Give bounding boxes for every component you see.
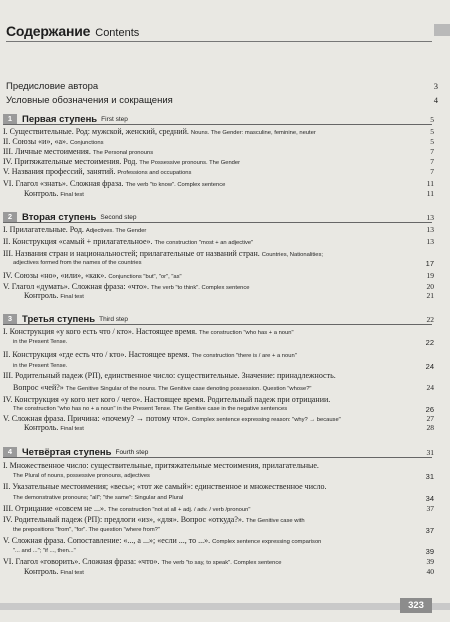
step-number-badge: 4 [3,447,17,457]
entry-roman-numeral: III. [3,504,13,513]
entry-text-ru: Конструкция «где есть что / кто». Настоящее время. [12,350,190,359]
step-title-ru: Четвёртая ступень [22,446,112,458]
entry-text-ru: Притяжательные местоимения. Род. [14,157,138,166]
entry-text-en: The Possessive pronouns. The Gender [139,160,241,166]
entry-text-en: Final test [60,426,84,432]
toc-entry[interactable] [3,482,418,491]
toc-entry-continuation[interactable] [13,547,434,556]
page-ref: 17 [425,259,434,268]
toc-entry-continuation[interactable] [13,472,434,481]
entry-text-ru: Глагол «думать». Сложная фраза: «что». [11,282,149,291]
toc-entry-continuation[interactable] [13,494,434,503]
toc-entry-final-test[interactable] [24,189,434,200]
toc-entry[interactable] [3,225,434,236]
toc-entry-continuation[interactable] [13,338,434,347]
entry-text-en: The construction "who has + a noun" [199,330,294,336]
entry-roman-numeral: VI. [3,179,14,188]
toc-entry-final-test[interactable] [24,567,434,578]
entry-roman-numeral: V. [3,414,10,423]
step-number-badge: 2 [3,212,17,222]
preface-item[interactable] [6,95,438,106]
entry-text-en: The Plural of nouns, possessive pronouns, adjectives [13,473,150,479]
entry-roman-numeral: II. [3,350,11,359]
entry-text-en: Final test [60,570,84,576]
entry-text-en: Nouns. The Gender: masculine, feminine, neuter [190,130,316,136]
footer-bar [0,603,450,610]
page-ref: 3 [433,81,438,91]
toc-entry-continuation[interactable] [13,526,434,535]
preface-item-text: Предисловие автора [6,81,99,92]
page-ref: 13 [426,237,434,246]
entry-text-ru: Указательные местоимения; «весь»; «тот же самый»: единственное и множественное число. [12,482,327,491]
preface-item-text: Условные обозначения и сокращения [6,95,173,106]
page-ref: 19 [426,271,434,280]
entry-text-en: Conjunctions [70,140,104,146]
page-ref: 5 [430,137,434,146]
entry-text-en: Conjunctions "but", "or", "as" [108,274,182,280]
entry-text-ru: Глагол «говорить». Сложная фраза: «что». [15,557,160,566]
entry-text-ru: Названия стран и национальностей; прилагательные от названий стран. [15,249,260,258]
page-ref: 20 [426,282,434,291]
page-ref: 39 [426,557,434,566]
entry-text-ru: Контроль. [24,567,59,576]
entry-text-en: Adjectives. The Gender [85,228,147,234]
page-ref: 28 [426,423,434,432]
step-title-ru: Первая ступень [22,113,98,125]
toc-entry[interactable] [3,327,418,338]
page-ref: 13 [426,212,434,222]
page-ref: 39 [425,547,434,556]
entry-text-en: Professions and occupations [117,170,192,176]
toc-entry[interactable] [3,536,418,547]
page-ref: 31 [426,447,434,457]
entry-text-ru: Отрицание «совсем не ...». [15,504,106,513]
entry-text-en: The verb "to know". Complex sentence [125,182,226,188]
entry-text-en: The construction "not at all + adj. / adv. / verb /pronoun" [107,507,251,513]
title-en: Contents [95,27,140,39]
toc-entry[interactable] [3,167,434,178]
entry-text-ru: Союзы «и», «а». [12,137,69,146]
page-ref: 13 [426,225,434,234]
entry-text-ru: Контроль. [24,189,59,198]
page-ref: 31 [425,472,434,481]
page-ref: 11 [426,179,434,188]
page-number: 323 [400,598,432,613]
entry-roman-numeral: II. [3,137,11,146]
page-ref: 7 [430,167,434,176]
entry-text-en: adjectives formed from the names of the countries [13,260,142,266]
entry-roman-numeral: III. [3,147,13,156]
entry-roman-numeral: II. [3,482,11,491]
entry-text-ru: Множественное число: существительные, притяжательные местоимения, прилагательные. [9,461,319,470]
entry-text-en: The Personal pronouns [92,150,154,156]
toc-entry[interactable] [3,504,434,515]
toc-entry-continuation[interactable] [13,259,434,268]
page-ref: 22 [426,314,434,324]
entry-text-en: the prepositions "from", "for". The question "where from?" [13,527,160,533]
entry-roman-numeral: IV. [3,157,13,166]
page-ref: 22 [425,338,434,347]
page-ref: 7 [430,147,434,156]
page-ref: 7 [430,157,434,166]
entry-text-en: Final test [60,294,84,300]
entry-text-en: The verb "to think". Complex sentence [151,285,250,291]
step-title-en: First step [101,115,128,123]
step-number-badge: 1 [3,114,17,124]
page-title [6,23,139,41]
entry-roman-numeral: I. [3,225,8,234]
page-ref: 4 [433,95,438,105]
entry-text-ru: Прилагательные. Род. [9,225,84,234]
entry-roman-numeral: V. [3,536,10,545]
entry-roman-numeral: V. [3,167,10,176]
entry-text-ru: Родительный падеж (РП): предлоги «из», «для». Вопрос «откуда?». [14,515,244,524]
entry-text-en: The verb "to say, to speak". Complex sentence [161,560,282,566]
toc-entry[interactable] [3,461,418,470]
entry-text-ru: Вопрос «чей?» [13,383,64,392]
entry-text-en: Complex sentence expressing comparison [212,539,322,545]
step-rule [3,324,432,325]
title-rule [6,41,432,42]
entry-text-ru: Конструкция «у кого есть что / кто». Настоящее время. [9,327,198,336]
toc-entry[interactable] [3,371,418,380]
entry-text-ru: Глагол «знать». Сложная фраза. [15,179,124,188]
entry-roman-numeral: IV. [3,271,13,280]
page-ref: 11 [426,189,434,198]
step-title-ru: Вторая ступень [22,211,97,223]
entry-text-en: Final test [60,192,84,198]
page-ref: 5 [430,114,434,124]
toc-entry[interactable] [3,350,418,361]
entry-text-ru: Союзы «но», «или», «как». [14,271,107,280]
entry-text-en: "... and ..."; "if ..., then..." [13,548,76,554]
entry-text-ru: Названия профессий, занятий. [11,167,116,176]
page-ref: 27 [426,414,434,423]
entry-roman-numeral: I. [3,327,8,336]
entry-text-ru: Контроль. [24,291,59,300]
step-title-ru: Третья ступень [22,313,96,325]
step-title-en: Third step [99,315,129,323]
entry-text-en: The Genitive case with [245,518,305,524]
step-rule [3,124,432,125]
entry-roman-numeral: IV. [3,395,13,404]
page-ref: 34 [425,494,434,503]
page-ref: 21 [426,291,434,300]
entry-roman-numeral: VI. [3,557,14,566]
entry-text-en: Countries, Nationalities; [261,252,323,258]
entry-text-ru: Существительные. Род: мужской, женский, средний. [9,127,189,136]
toc-entry-final-test[interactable] [24,291,434,302]
step-title-en: Second step [100,213,137,221]
page-ref: 37 [425,526,434,535]
entry-text-en: The demonstrative pronouns; "all"; "the same": Singular and Plural [13,495,184,501]
page-ref: 5 [430,127,434,136]
step-rule [3,222,432,223]
toc-entry-final-test[interactable] [24,423,434,434]
step-number-badge: 3 [3,314,17,324]
toc-entry[interactable] [3,237,434,248]
entry-roman-numeral: III. [3,371,13,380]
entry-text-ru: Конструкция «у кого нет кого / чего». Настоящее время. Родительный падеж при отрицании. [14,395,331,404]
preface-item[interactable] [6,81,438,92]
toc-entry-continuation[interactable] [13,405,434,414]
entry-text-ru: Личные местоимения. [15,147,91,156]
toc-entry[interactable] [3,515,418,526]
page-ref: 37 [426,504,434,513]
corner-tab [434,24,450,36]
toc-entry-continuation[interactable] [13,362,434,371]
entry-text-ru: Сложная фраза. Причина: «почему? → потому что». [11,414,190,423]
title-ru: Содержание [6,23,91,39]
entry-text-ru: Контроль. [24,423,59,432]
entry-text-ru: Конструкция «самый + прилагательное». [12,237,153,246]
entry-text-ru: Родительный падеж (РП), единственное число: существительные. Значение: принадлежность. [15,371,336,380]
entry-roman-numeral: II. [3,237,11,246]
entry-roman-numeral: I. [3,127,8,136]
step-rule [3,457,432,458]
entry-roman-numeral: III. [3,249,13,258]
entry-text-ru: Сложная фраза. Сопоставление: «..., а ...»; «если ..., то ...». [11,536,211,545]
entry-text-en: in the Present Tense. [13,339,68,345]
toc-entry[interactable] [13,383,434,394]
entry-text-en: The Genitive Singular of the nouns. The Genitive case denoting possession. Question "whose?" [65,386,312,392]
entry-roman-numeral: IV. [3,515,13,524]
entry-text-en: The construction "there is / are + a noun" [191,353,297,359]
entry-text-en: The construction "most + an adjective" [154,240,254,246]
entry-roman-numeral: I. [3,461,8,470]
entry-roman-numeral: V. [3,282,10,291]
toc-entry[interactable] [3,395,418,404]
step-title-en: Fourth step [115,448,149,456]
page-ref: 40 [426,567,434,576]
toc-entry[interactable] [3,271,434,282]
page-ref: 24 [425,362,434,371]
entry-text-en: Complex sentence expressing reason: "why? → because" [191,417,341,423]
page-ref: 24 [426,383,434,392]
entry-text-en: The construction "who has no + a noun" in the Present Tense. The Genitive case in the negative sentences [13,406,288,412]
entry-text-en: in the Present Tense. [13,363,68,369]
page-ref: 26 [425,405,434,414]
